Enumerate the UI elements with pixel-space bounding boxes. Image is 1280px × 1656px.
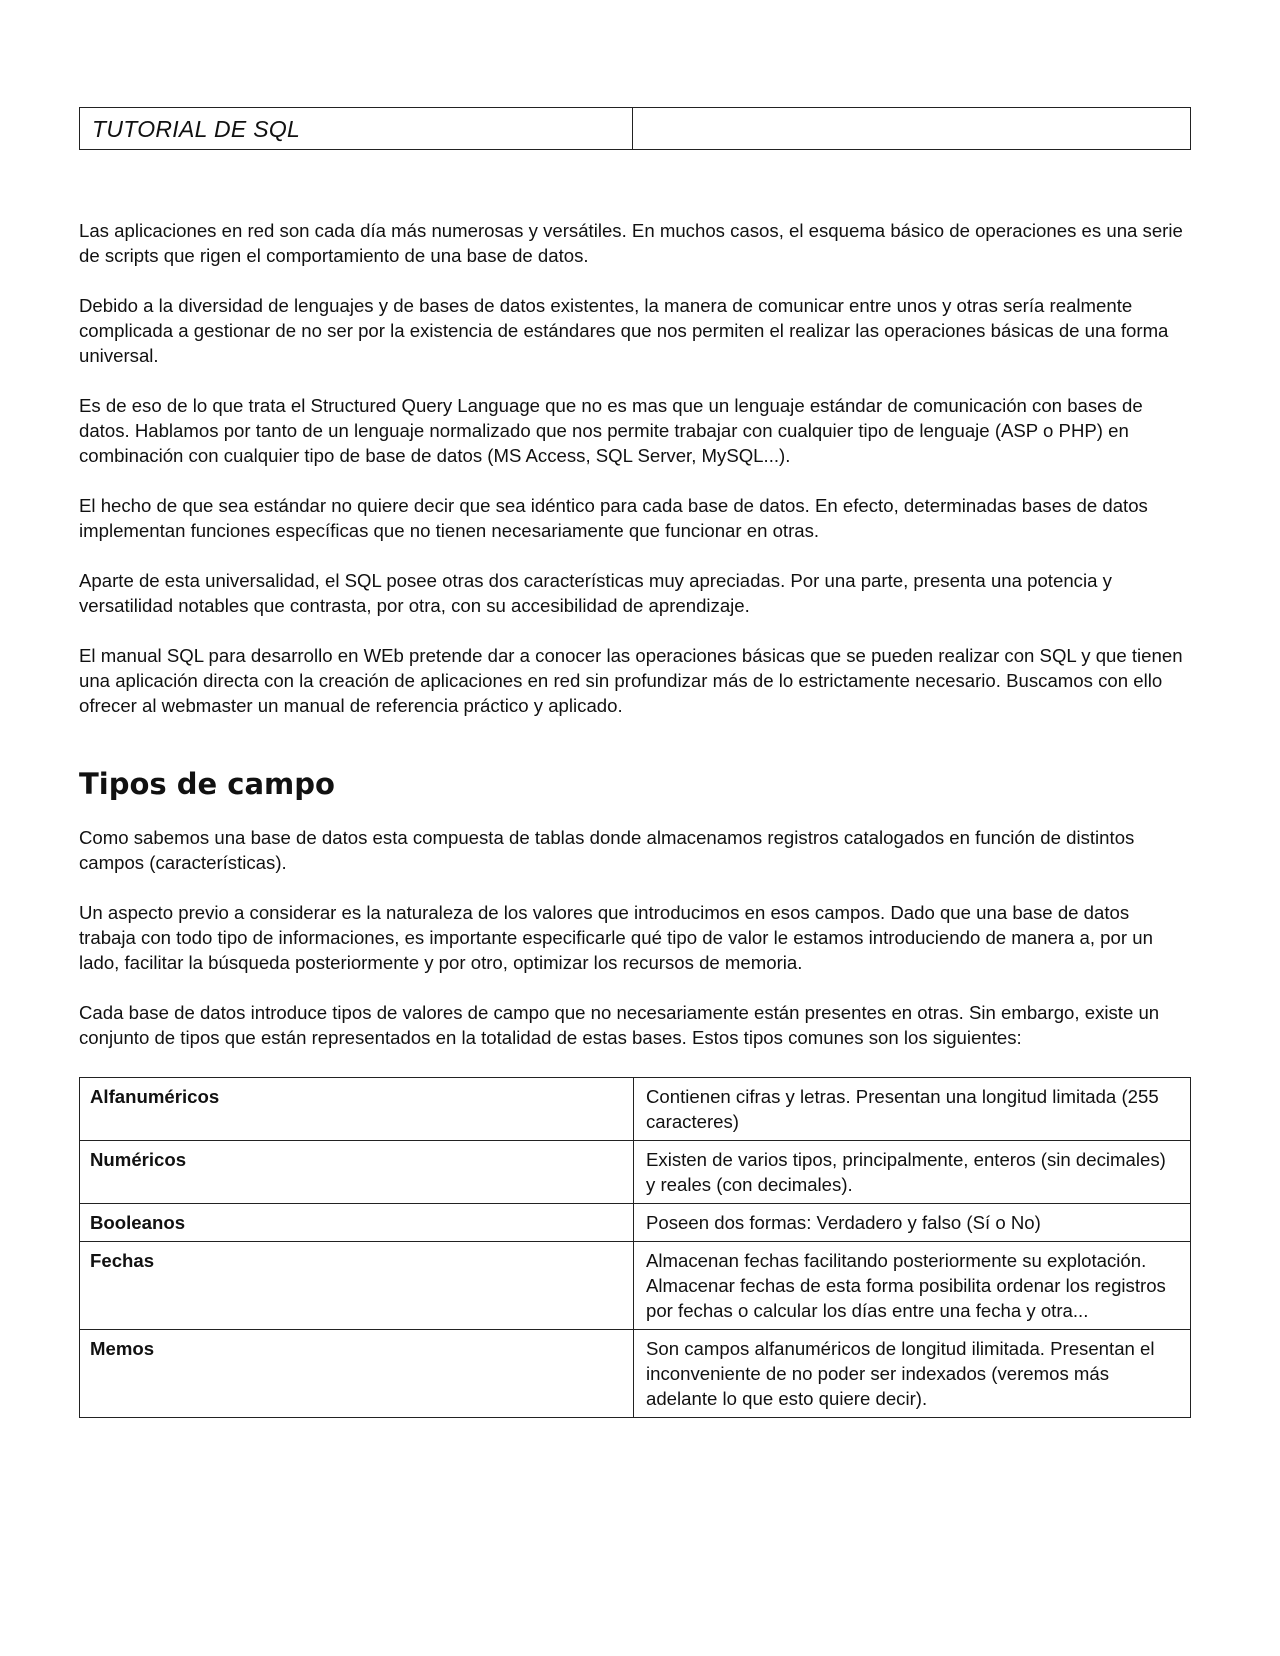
- table-row: [80, 1078, 1191, 1141]
- section-body: [79, 825, 1191, 1050]
- field-type-name: Booleanos: [80, 1204, 634, 1242]
- intro-paragraph: Debido a la diversidad de lenguajes y de bases de datos existentes, la manera de comunicar entre unos y otras sería realmente complicada a gestionar de no ser por la existencia de estándares que nos permiten el realizar las operaciones básicas de una forma universal.: [79, 295, 1169, 366]
- table-row: [80, 1204, 1191, 1242]
- field-type-name: Numéricos: [80, 1141, 634, 1204]
- header-table: [79, 107, 1191, 150]
- table-row: [80, 1242, 1191, 1330]
- intro-section: [79, 218, 1191, 718]
- field-type-description: Almacenan fechas facilitando posteriormente su explotación. Almacenar fechas de esta forma posibilita ordenar los registros por fechas o calcular los días entre una fecha y otra...: [634, 1242, 1191, 1330]
- document-title: TUTORIAL DE SQL: [80, 108, 633, 149]
- intro-paragraph: El manual SQL para desarrollo en WEb pretende dar a conocer las operaciones básicas que se pueden realizar con SQL y que tienen una aplicación directa con la creación de aplicaciones en red sin profundizar más de lo estrictamente necesario. Buscamos con ello ofrecer al webmaster un manual de referencia práctico y aplicado.: [79, 645, 1183, 716]
- field-type-description: Son campos alfanuméricos de longitud ilimitada. Presentan el inconveniente de no poder ser indexados (veremos más adelante lo que esto quiere decir).: [634, 1330, 1191, 1418]
- intro-paragraph: Es de eso de lo que trata el Structured Query Language que no es mas que un lenguaje estándar de comunicación con bases de datos. Hablamos por tanto de un lenguaje normalizado que nos permite trabajar con cualquier tipo de lenguaje (ASP o PHP) en combinación con cualquier tipo de base de datos (MS Access, SQL Server, MySQL...).: [79, 395, 1143, 466]
- section-paragraph: Cada base de datos introduce tipos de valores de campo que no necesariamente están presentes en otras. Sin embargo, existe un conjunto de tipos que están representados en la totalidad de estas bases. Estos tipos comunes son los siguientes:: [79, 1002, 1160, 1048]
- table-row: [80, 1330, 1191, 1418]
- table-row: [80, 1141, 1191, 1204]
- section-heading: Tipos de campo: [79, 767, 335, 801]
- intro-paragraph: Aparte de esta universalidad, el SQL posee otras dos características muy apreciadas. Por una parte, presenta una potencia y versatilidad notables que contrasta, por otra, con su accesibilidad de aprendizaje.: [79, 570, 1112, 616]
- field-type-name: Fechas: [80, 1242, 634, 1330]
- intro-paragraph: Las aplicaciones en red son cada día más numerosas y versátiles. En muchos casos, el esquema básico de operaciones es una serie de scripts que rigen el comportamiento de una base de datos.: [79, 220, 1183, 266]
- field-type-name: Memos: [80, 1330, 634, 1418]
- document-page: [79, 107, 1191, 1418]
- section-paragraph: Como sabemos una base de datos esta compuesta de tablas donde almacenamos registros catalogados en función de distintos campos (características).: [79, 827, 1135, 873]
- field-type-description: Contienen cifras y letras. Presentan una longitud limitada (255 caracteres): [634, 1078, 1191, 1141]
- section-paragraph: Un aspecto previo a considerar es la naturaleza de los valores que introducimos en esos campos. Dado que una base de datos trabaja con todo tipo de informaciones, es importante especificarle qué tipo de valor le estamos introduciendo de manera a, por un lado, facilitar la búsqueda posteriormente y por otro, optimizar los recursos de memoria.: [79, 902, 1153, 973]
- field-type-name: Alfanuméricos: [80, 1078, 634, 1141]
- header-empty-cell: [633, 108, 1190, 149]
- field-type-description: Poseen dos formas: Verdadero y falso (Sí o No): [634, 1204, 1191, 1242]
- intro-paragraph: El hecho de que sea estándar no quiere decir que sea idéntico para cada base de datos. En efecto, determinadas bases de datos implementan funciones específicas que no tienen necesariamente que funcionar en otras.: [79, 495, 1148, 541]
- field-types-table: [79, 1077, 1191, 1418]
- field-type-description: Existen de varios tipos, principalmente, enteros (sin decimales) y reales (con decimales).: [634, 1141, 1191, 1204]
